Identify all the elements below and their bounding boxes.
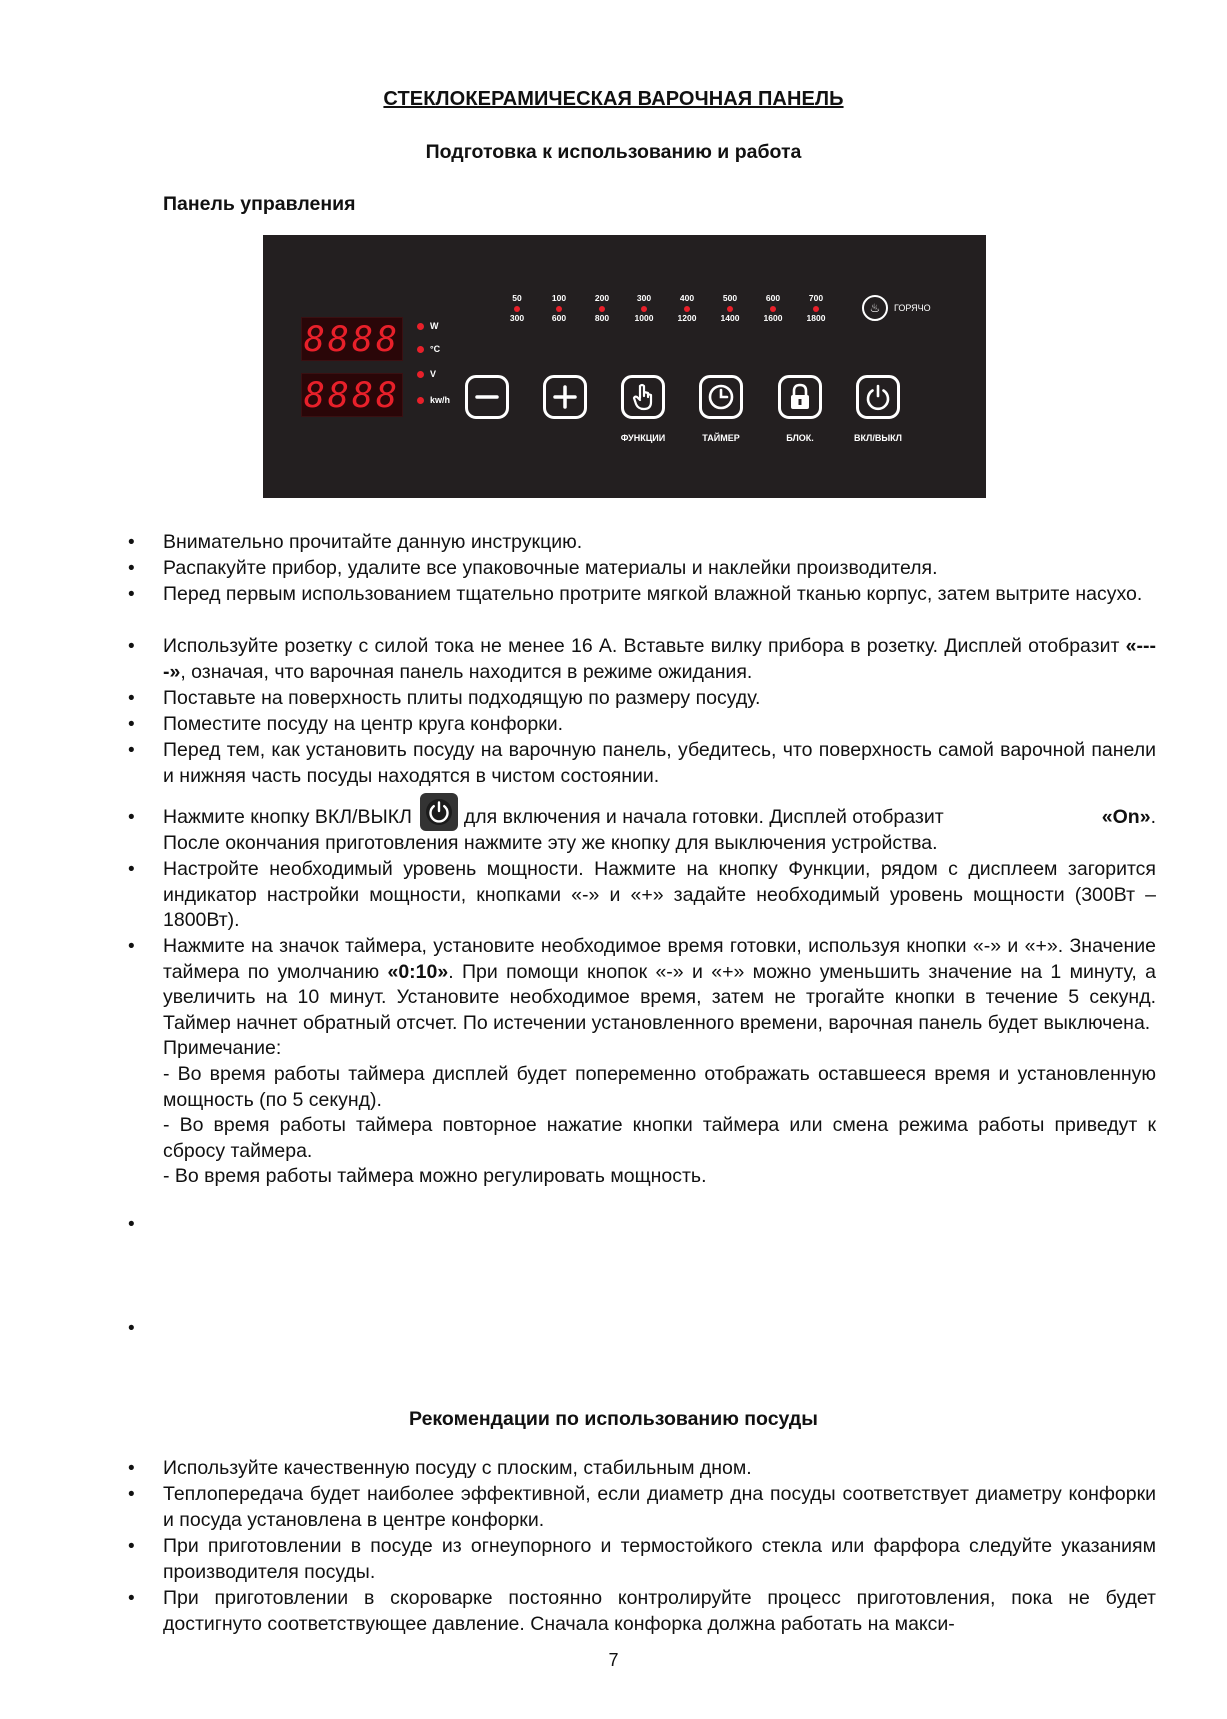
empty-bullet-marker: •	[128, 1214, 135, 1235]
power-button[interactable]	[856, 375, 900, 419]
power-level-bottom: 300	[509, 313, 525, 323]
note-item: - Во время работы таймера можно регулировать мощность.	[163, 1165, 707, 1188]
bullet-marker: •	[128, 1458, 135, 1479]
indicator-led	[417, 371, 424, 378]
power-level-led	[770, 306, 776, 312]
note-title: Примечание:	[163, 1037, 282, 1060]
timer-label: ТАЙМЕР	[702, 433, 740, 443]
bullet-marker: •	[128, 1588, 135, 1609]
text-span: Нажмите кнопку ВКЛ/ВЫКЛ	[163, 806, 412, 829]
power-level-top: 600	[765, 293, 781, 303]
power-level-indicator	[754, 293, 792, 326]
list-item-continuation: После окончания приготовления нажмите эту же кнопку для выключения устройства.	[163, 832, 938, 854]
list-item	[163, 634, 1156, 685]
bullet-marker: •	[128, 807, 135, 828]
bullet-marker: •	[128, 558, 135, 579]
text-span: . При помощи кнопок «-» и «+» можно уменьшить значение на 1 минуту, а увеличить на 10 минут. Установите необходимое время, затем не трогайте кнопки в течение 5 секунд. Таймер начнет обратный отсчет. По истечении установленного времени, варочная панель будет выключена.	[163, 960, 1156, 1034]
list-item: Теплопередача будет наиболее эффективной, если диаметр дна посуды соответствует диаметру конфорки и посуда установлена в центре конфорки.	[163, 1483, 1156, 1531]
note-item: - Во время работы таймера повторное нажатие кнопки таймера или смена режима работы приведут к сбросу таймера.	[163, 1114, 1156, 1162]
lock-label: БЛОК.	[786, 433, 814, 443]
list-item: Поместите посуду на центр круга конфорки.	[163, 713, 564, 735]
power-level-bottom: 1200	[677, 313, 697, 323]
clock-icon	[706, 382, 736, 412]
hot-label: ГОРЯЧО	[894, 303, 931, 313]
power-icon	[863, 382, 893, 412]
power-icon	[420, 793, 458, 831]
indicator-led	[417, 397, 424, 404]
list-item	[163, 934, 1156, 1190]
bullet-marker: •	[128, 740, 135, 761]
power-level-led	[684, 306, 690, 312]
power-level-top: 400	[679, 293, 695, 303]
indicator-label: W	[430, 321, 439, 331]
section-heading-cookware: Рекомендации по использованию посуды	[409, 1408, 818, 1430]
display-bottom: 8888	[301, 373, 403, 417]
note-item: - Во время работы таймера дисплей будет попеременно отображать оставшееся время и установленную мощность (по 5 секунд).	[163, 1062, 1156, 1111]
text-span: , означая, что варочная панель находится в режиме ожидания.	[180, 660, 753, 683]
power-level-led	[641, 306, 647, 312]
power-icon-glyph	[424, 797, 454, 827]
bold-text: «----»	[163, 635, 1156, 683]
bullet-marker: •	[128, 1536, 135, 1557]
power-level-top: 200	[594, 293, 610, 303]
bullet-marker: •	[128, 688, 135, 709]
list-item: При приготовлении в посуде из огнеупорного и термостойкого стекла или фарфора следуйте указаниям производителя посуды.	[163, 1535, 1156, 1583]
power-level-indicator	[711, 293, 749, 326]
power-level-indicator	[668, 293, 706, 326]
bold-text: «0:10»	[387, 960, 449, 983]
functions-label: ФУНКЦИИ	[620, 433, 666, 443]
indicator-label: V	[430, 369, 437, 379]
page-number: 7	[608, 1650, 619, 1670]
bullet-marker: •	[128, 859, 135, 880]
hot-indicator	[862, 295, 931, 321]
indicator-volts	[417, 369, 436, 379]
power-level-top: 700	[808, 293, 824, 303]
plus-icon	[551, 383, 579, 411]
power-level-led	[599, 306, 605, 312]
plus-button[interactable]	[543, 375, 587, 419]
power-level-bottom: 1400	[720, 313, 740, 323]
power-level-led	[556, 306, 562, 312]
section-heading-control-panel: Панель управления	[163, 193, 356, 215]
list-item-first-line	[163, 796, 1156, 831]
power-level-indicator	[625, 293, 663, 326]
list-item: Перед первым использованием тщательно протрите мягкой влажной тканью корпус, затем вытрите насухо.	[163, 583, 1143, 605]
power-level-bottom: 1600	[763, 313, 783, 323]
indicator-label: °C	[430, 344, 441, 354]
bullet-marker: •	[128, 936, 135, 957]
power-level-led	[514, 306, 520, 312]
control-panel-illustration	[263, 235, 986, 498]
power-level-bottom: 1800	[806, 313, 826, 323]
text-span: для включения и начала готовки. Дисплей отобразит	[463, 806, 944, 829]
power-level-indicator	[498, 293, 536, 326]
minus-icon	[473, 383, 501, 411]
text-span: .	[1150, 806, 1156, 829]
indicator-kwh	[417, 395, 450, 405]
list-item	[163, 796, 1156, 857]
indicator-celsius	[417, 344, 440, 354]
timer-button[interactable]	[699, 375, 743, 419]
indicator-led	[417, 346, 424, 353]
indicator-label: kw/h	[430, 395, 451, 405]
power-label: ВКЛ/ВЫКЛ	[854, 433, 902, 443]
bullet-marker: •	[128, 584, 135, 605]
power-level-top: 300	[636, 293, 652, 303]
text-span: Используйте розетку с силой тока не менее 16 А. Вставьте вилку прибора в розетку. Дисплей отобразит	[163, 635, 1126, 657]
list-item: Внимательно прочитайте данную инструкцию.	[163, 531, 583, 553]
power-level-led	[727, 306, 733, 312]
lock-icon	[786, 382, 814, 412]
text-group	[1102, 805, 1156, 831]
indicator-led	[417, 323, 424, 330]
lock-button[interactable]	[778, 375, 822, 419]
power-level-top: 100	[551, 293, 567, 303]
list-item: Используйте качественную посуду с плоским, стабильным дном.	[163, 1457, 752, 1479]
minus-button[interactable]	[465, 375, 509, 419]
list-item: Настройте необходимый уровень мощности. Нажмите на кнопку Функции, рядом с дисплеем загорится индикатор настройки мощности, кнопками «-» и «+» задайте необходимый уровень мощности (300Вт – 1800Вт).	[163, 858, 1156, 932]
bold-text: «On»	[1101, 806, 1151, 829]
empty-bullet-marker: •	[128, 1318, 135, 1339]
power-level-indicator	[583, 293, 621, 326]
bullet-marker: •	[128, 532, 135, 553]
bullet-marker: •	[128, 636, 135, 657]
list-item: Поставьте на поверхность плиты подходящую по размеру посуду.	[163, 687, 761, 709]
document-subtitle: Подготовка к использованию и работа	[425, 141, 802, 163]
hot-surface-icon: ♨	[862, 295, 888, 321]
power-level-top: 50	[512, 293, 522, 303]
bullet-marker: •	[128, 1484, 135, 1505]
bullet-marker: •	[128, 714, 135, 735]
power-level-bottom: 800	[594, 313, 610, 323]
text-group	[163, 793, 944, 831]
list-item: При приготовлении в скороварке постоянно контролируйте процесс приготовления, пока не будет достигнуто соответствующее давление. Сначала конфорка должна работать на макси-	[163, 1587, 1156, 1635]
power-level-bottom: 600	[551, 313, 567, 323]
power-level-led	[813, 306, 819, 312]
power-level-indicator	[540, 293, 578, 326]
indicator-watts	[417, 321, 439, 331]
document-title: СТЕКЛОКЕРАМИЧЕСКАЯ ВАРОЧНАЯ ПАНЕЛЬ	[383, 88, 844, 110]
power-level-indicator	[797, 293, 835, 326]
power-level-bottom: 1000	[634, 313, 654, 323]
hand-icon	[629, 382, 657, 412]
power-level-top: 500	[722, 293, 738, 303]
text-span: Нажмите на значок таймера, установите необходимое время готовки, используя кнопки «-» и «+». Значение таймера по умолчанию	[163, 935, 1156, 983]
list-item: Перед тем, как установить посуду на варочную панель, убедитесь, что поверхность самой варочной панели и нижняя часть посуды находятся в чистом состоянии.	[163, 739, 1156, 787]
list-item: Распакуйте прибор, удалите все упаковочные материалы и наклейки производителя.	[163, 557, 938, 579]
display-top: 8888	[301, 317, 403, 361]
functions-button[interactable]	[621, 375, 665, 419]
